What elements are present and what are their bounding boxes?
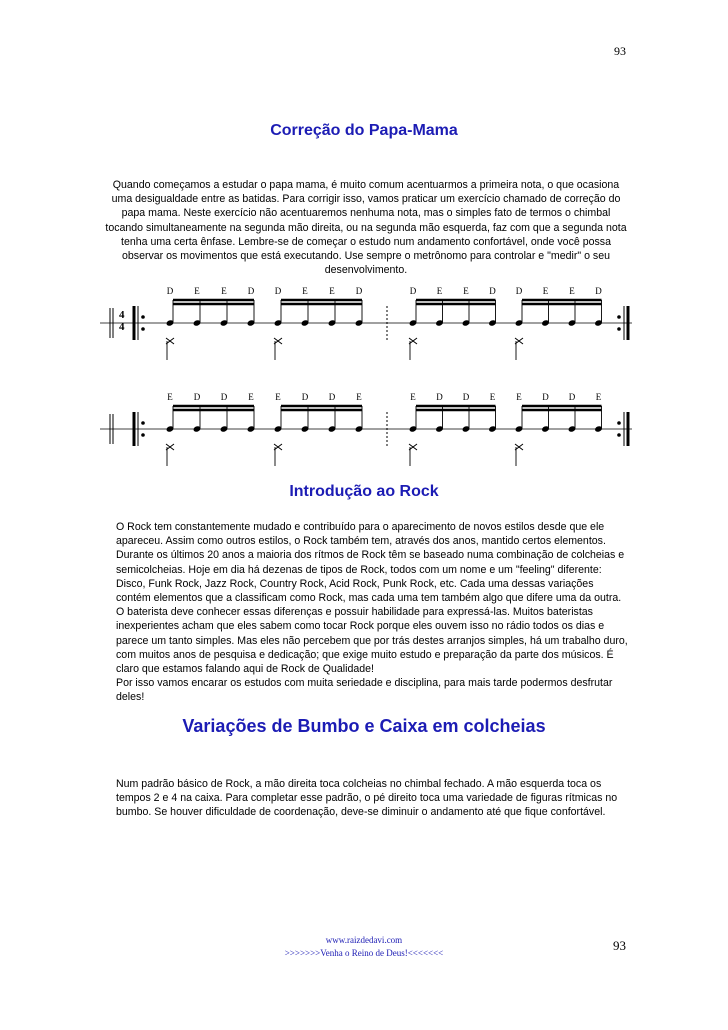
section-title-rock: Introdução ao Rock	[289, 483, 439, 500]
sticking-label: E	[302, 286, 308, 296]
sticking-label: D	[247, 286, 255, 296]
sticking-label: D	[542, 392, 549, 402]
sticking-label: E	[221, 286, 227, 296]
rock-intro-paragraphs	[104, 520, 628, 705]
repeat-dot	[617, 327, 621, 331]
repeat-dot	[141, 433, 145, 437]
drum-notation	[100, 280, 632, 470]
notation-row-2	[100, 392, 632, 466]
footer-site-link[interactable]: www.raizdedavi.com	[325, 935, 403, 945]
sticking-label: D	[595, 286, 602, 296]
sticking-label: E	[275, 392, 281, 402]
sticking-label: D	[193, 392, 201, 402]
page-number-top: 93	[614, 44, 626, 58]
sticking-label: D	[328, 392, 336, 402]
rock-paragraph-2: O baterista deve conhecer essas diferenças e possuir habilidade para expressá-las. Muitos bateristas inexperientes acham que eles sabem como tocar Rock porque eles ouvem isso no rádio todos os dias e parece um tanto simples. Mas eles não percebem que por trás destes arranjos simples, há um trabalho duro, com muitos anos de pesquisa e dedicação; que exige muito estudo e preparação da parte dos músicos. É claro que estamos falando aqui de Rock de Qualidade!	[116, 606, 628, 676]
sticking-label: E	[167, 392, 173, 402]
repeat-dot	[617, 315, 621, 319]
sticking-label: D	[515, 286, 523, 296]
sticking-label: D	[568, 392, 576, 402]
notation-row-1	[100, 286, 632, 360]
repeat-dot	[617, 421, 621, 425]
sticking-label: D	[462, 392, 470, 402]
repeat-dot	[617, 433, 621, 437]
sticking-label: D	[409, 286, 417, 296]
sticking-label: E	[436, 286, 443, 296]
sticking-label: E	[542, 286, 549, 296]
rock-paragraph-1: O Rock tem constantemente mudado e contribuído para o aparecimento de novos estilos desde que ele apareceu. Assim como outros estilos, o Rock também tem, através dos anos, mantido certos elementos. Durante os últimos 20 anos a maioria dos rítmos de Rock têm se baseado numa combinação de colcheias e semicolcheias. Hoje em dia há dezenas de tipos de Rock, todos com um nome e um "feeling" diferente: Disco, Funk Rock, Jazz Rock, Country Rock, Acid Rock, Punk Rock, etc. Cada uma dessas variações contém elementos que a classificam como Rock, mas cada uma tem também algo que difere uma da outra.	[116, 521, 625, 605]
sticking-label: E	[595, 392, 602, 402]
sticking-label: D	[489, 286, 496, 296]
sticking-label: D	[436, 392, 443, 402]
time-signature-top: 4	[119, 309, 125, 321]
sticking-label: E	[248, 392, 254, 402]
section-title-papa-mama: Correção do Papa-Mama	[270, 122, 458, 139]
sticking-label: E	[569, 286, 575, 296]
repeat-dot	[141, 421, 145, 425]
repeat-dot	[141, 327, 145, 331]
sticking-label: D	[166, 286, 174, 296]
time-signature-bottom: 4	[119, 321, 125, 333]
sticking-label: D	[274, 286, 282, 296]
sticking-label: E	[329, 286, 335, 296]
rock-paragraph-3: Por isso vamos encarar os estudos com muita seriedade e disciplina, para mais tarde podermos desfrutar deles!	[116, 677, 613, 704]
footer-slogan: >>>>>>>Venha o Reino de Deus!<<<<<<<	[284, 948, 444, 958]
sticking-label: E	[516, 392, 522, 402]
variations-paragraph	[104, 777, 628, 820]
repeat-dot	[141, 315, 145, 319]
sticking-label: E	[410, 392, 416, 402]
sticking-label: D	[301, 392, 309, 402]
page-number-bottom: 93	[613, 938, 626, 953]
variations-text: Num padrão básico de Rock, a mão direita toca colcheias no chimbal fechado. A mão esquerda toca os tempos 2 e 4 na caixa. Para completar esse padrão, o pé direito toca uma variedade de figuras rítmicas no bumbo. Se houver dificuldade de coordenação, deve-se diminuir o andamento até que fique confortável.	[116, 778, 618, 819]
papa-mama-text: Quando começamos a estudar o papa mama, é muito comum acentuarmos a primeira nota, o que ocasiona uma desigualdade entre as batidas. Para corrigir isso, vamos praticar um exercício chamado de correção do papa mama. Neste exercício não acentuaremos nenhuma nota, mas o simples fato de termos o chimbal tocando simultaneamente na segunda mão direita, ou na segunda mão esquerda, faz com que a segunda nota tenha uma certa ênfase. Lembre-se de começar o estudo num andamento confortável, onde você possa observar os movimentos que está executando. Use sempre o metrônomo para controlar e "medir" o seu desenvolvimento.	[105, 179, 627, 277]
sticking-label: E	[463, 286, 469, 296]
sticking-label: E	[194, 286, 200, 296]
sticking-label: D	[220, 392, 228, 402]
sticking-label: E	[489, 392, 496, 402]
papa-mama-paragraph	[104, 178, 628, 277]
sticking-label: D	[355, 286, 363, 296]
section-title-variations: Variações de Bumbo e Caixa em colcheias	[182, 716, 546, 736]
sticking-label: E	[356, 392, 362, 402]
